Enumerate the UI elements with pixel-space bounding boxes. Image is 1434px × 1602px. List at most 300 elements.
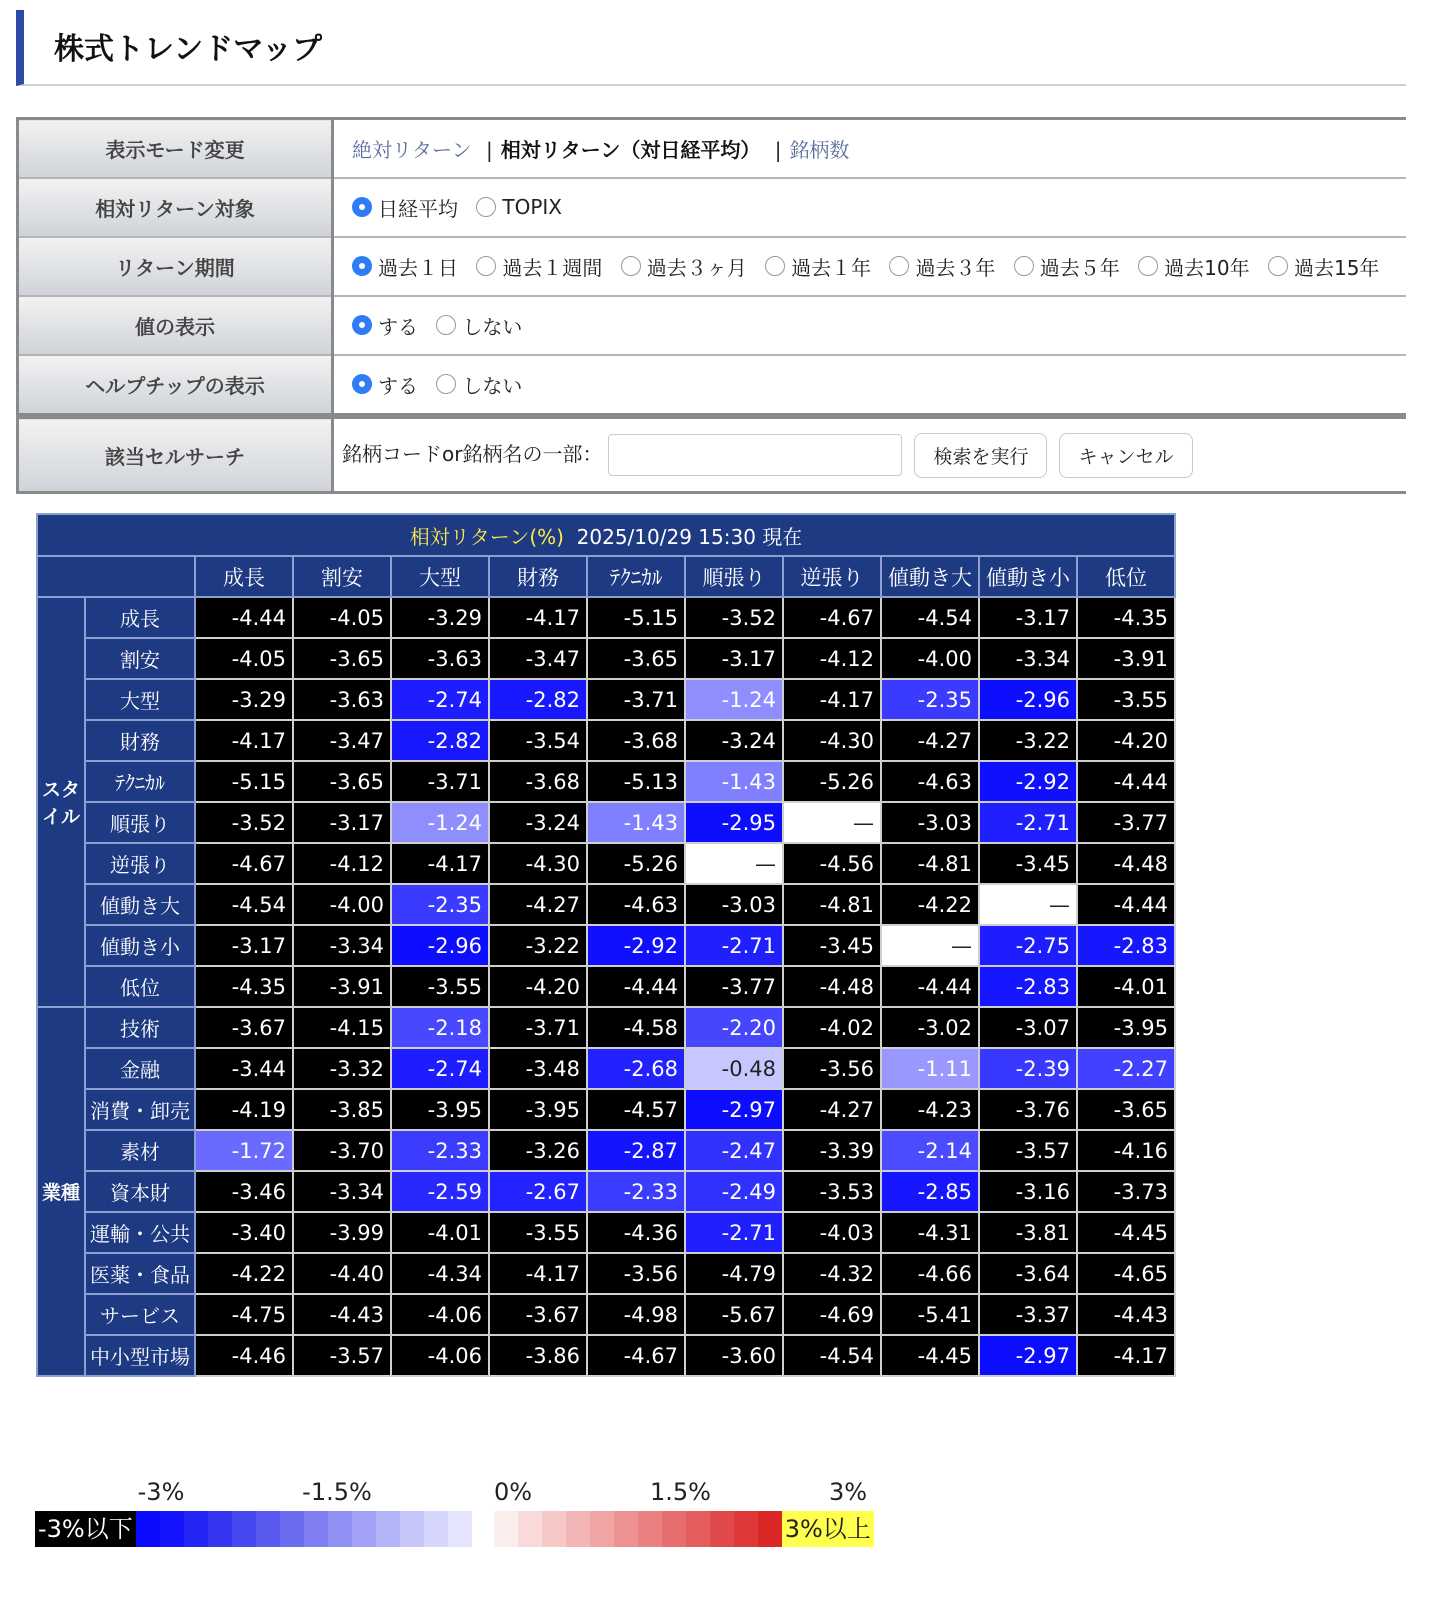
- heatmap-cell[interactable]: -4.22: [195, 1253, 293, 1294]
- row-group-label: スタイル: [37, 597, 85, 1007]
- option-label: する: [378, 373, 418, 398]
- setting-row-values: [18, 296, 1407, 355]
- heatmap-cell[interactable]: -2.49: [685, 1171, 783, 1212]
- heatmap-cell[interactable]: -3.95: [489, 1089, 587, 1130]
- heatmap-cell[interactable]: -2.92: [587, 925, 685, 966]
- heatmap-cell[interactable]: -3.60: [685, 1335, 783, 1376]
- option-label: 過去10年: [1164, 255, 1250, 280]
- heatmap-cell[interactable]: -1.43: [587, 802, 685, 843]
- row-header: 成長: [85, 597, 195, 638]
- heatmap-cell[interactable]: -4.23: [881, 1089, 979, 1130]
- heatmap-cell[interactable]: -2.75: [979, 925, 1077, 966]
- legend-swatch-negative: [232, 1511, 256, 1547]
- heatmap-cell[interactable]: -4.67: [783, 597, 881, 638]
- heatmap-cell[interactable]: -4.81: [881, 843, 979, 884]
- heatmap-cell[interactable]: -3.22: [489, 925, 587, 966]
- option-label: 日経平均: [378, 196, 458, 221]
- mode-label: 表示モード変更: [18, 119, 333, 179]
- heatmap-cell[interactable]: -3.81: [979, 1212, 1077, 1253]
- heatmap-cell[interactable]: -3.24: [489, 802, 587, 843]
- heatmap-cell[interactable]: -2.96: [391, 925, 489, 966]
- heatmap-cell[interactable]: -3.65: [1077, 1089, 1175, 1130]
- heatmap-cell[interactable]: -4.02: [783, 1007, 881, 1048]
- heatmap-cell[interactable]: -4.69: [783, 1294, 881, 1335]
- heatmap-cell[interactable]: -3.57: [293, 1335, 391, 1376]
- heatmap-cell[interactable]: -2.27: [1077, 1048, 1175, 1089]
- tips-options: [333, 355, 1407, 415]
- tips-option-show[interactable]: [352, 370, 418, 399]
- row-header: 順張り: [85, 802, 195, 843]
- column-header: ﾃｸﾆｶﾙ: [587, 556, 685, 597]
- heatmap-cell[interactable]: -3.77: [1077, 802, 1175, 843]
- heatmap-row: [37, 1089, 1175, 1130]
- heatmap-cell[interactable]: -4.12: [783, 638, 881, 679]
- heatmap-cell[interactable]: -2.47: [685, 1130, 783, 1171]
- heatmap-cell[interactable]: -3.29: [391, 597, 489, 638]
- heatmap-cell[interactable]: -4.06: [391, 1294, 489, 1335]
- heatmap-cell[interactable]: -2.92: [979, 761, 1077, 802]
- heatmap-cell[interactable]: -4.01: [391, 1212, 489, 1253]
- heatmap-cell[interactable]: -4.54: [881, 597, 979, 638]
- column-header: 割安: [293, 556, 391, 597]
- legend-swatch-positive: [638, 1511, 662, 1547]
- heatmap-cell[interactable]: -3.52: [195, 802, 293, 843]
- heatmap-cell[interactable]: -4.27: [489, 884, 587, 925]
- heatmap-cell[interactable]: -3.07: [979, 1007, 1077, 1048]
- heatmap-cell[interactable]: -1.11: [881, 1048, 979, 1089]
- heatmap-cell[interactable]: —: [979, 884, 1077, 925]
- heatmap-caption-timestamp: 2025/10/29 15:30 現在: [576, 524, 803, 549]
- heatmap-cell[interactable]: -4.46: [195, 1335, 293, 1376]
- heatmap-cell[interactable]: -2.18: [391, 1007, 489, 1048]
- radio-icon[interactable]: [1014, 256, 1034, 276]
- heatmap-cell[interactable]: —: [685, 843, 783, 884]
- heatmap-cell[interactable]: -3.17: [979, 597, 1077, 638]
- heatmap-cell[interactable]: -3.56: [783, 1048, 881, 1089]
- radio-icon[interactable]: [1268, 256, 1288, 276]
- heatmap-cell[interactable]: -4.00: [881, 638, 979, 679]
- heatmap-cell[interactable]: -2.96: [979, 679, 1077, 720]
- heatmap-cell[interactable]: -4.17: [1077, 1335, 1175, 1376]
- heatmap-row: [37, 597, 1175, 638]
- heatmap-cell[interactable]: -2.35: [881, 679, 979, 720]
- heatmap-cell[interactable]: -4.12: [293, 843, 391, 884]
- option-label: 過去１日: [378, 255, 458, 280]
- heatmap-cell[interactable]: -1.43: [685, 761, 783, 802]
- heatmap-cell[interactable]: -4.19: [195, 1089, 293, 1130]
- values-option-show[interactable]: [352, 311, 418, 340]
- heatmap-cell[interactable]: -3.02: [881, 1007, 979, 1048]
- legend-zero-gap: [472, 1511, 494, 1547]
- row-header: 割安: [85, 638, 195, 679]
- heatmap-cell[interactable]: -2.85: [881, 1171, 979, 1212]
- heatmap-cell[interactable]: -4.17: [783, 679, 881, 720]
- heatmap-cell[interactable]: -3.71: [489, 1007, 587, 1048]
- heatmap-cell[interactable]: -4.34: [391, 1253, 489, 1294]
- heatmap-cell[interactable]: -4.05: [293, 597, 391, 638]
- heatmap-cell[interactable]: -3.71: [391, 761, 489, 802]
- heatmap-cell[interactable]: -4.44: [881, 966, 979, 1007]
- tips-option-hide[interactable]: [436, 370, 522, 399]
- heatmap-cell[interactable]: -4.44: [587, 966, 685, 1007]
- option-label: 過去３年: [915, 255, 996, 280]
- legend-swatch-negative: [208, 1511, 232, 1547]
- heatmap-cell[interactable]: -3.16: [979, 1171, 1077, 1212]
- heatmap-cell[interactable]: -3.76: [979, 1089, 1077, 1130]
- heatmap-cell[interactable]: -3.73: [1077, 1171, 1175, 1212]
- heatmap-cell[interactable]: -4.79: [685, 1253, 783, 1294]
- heatmap-cell[interactable]: -5.15: [587, 597, 685, 638]
- heatmap-cell[interactable]: —: [783, 802, 881, 843]
- heatmap-cell[interactable]: -2.71: [685, 925, 783, 966]
- radio-icon[interactable]: [476, 256, 496, 276]
- heatmap-cell[interactable]: -4.35: [1077, 597, 1175, 638]
- row-group-label: 業種: [37, 1007, 85, 1376]
- heatmap-cell[interactable]: -3.57: [979, 1130, 1077, 1171]
- heatmap-cell[interactable]: -3.34: [293, 1171, 391, 1212]
- column-header: 順張り: [685, 556, 783, 597]
- heatmap-cell[interactable]: —: [881, 925, 979, 966]
- cell-search-panel: [16, 416, 1406, 494]
- legend-swatch-negative: [328, 1511, 352, 1547]
- heatmap-cell[interactable]: -3.68: [587, 720, 685, 761]
- heatmap-cell[interactable]: -4.30: [783, 720, 881, 761]
- heatmap-cell[interactable]: -4.22: [881, 884, 979, 925]
- heatmap-cell[interactable]: -3.63: [293, 679, 391, 720]
- heatmap-cell[interactable]: -2.20: [685, 1007, 783, 1048]
- heatmap-cell[interactable]: -2.35: [391, 884, 489, 925]
- legend-tick-label: -1.5%: [302, 1478, 372, 1506]
- heatmap-cell[interactable]: -3.65: [587, 638, 685, 679]
- heatmap-cell[interactable]: -2.82: [489, 679, 587, 720]
- row-header: 大型: [85, 679, 195, 720]
- heatmap-cell[interactable]: -3.95: [391, 1089, 489, 1130]
- heatmap-cell[interactable]: -3.64: [979, 1253, 1077, 1294]
- heatmap-cell[interactable]: -3.03: [881, 802, 979, 843]
- heatmap-cell[interactable]: -4.44: [1077, 761, 1175, 802]
- period-label: リターン期間: [18, 237, 333, 296]
- heatmap-cell[interactable]: -2.71: [979, 802, 1077, 843]
- heatmap-cell[interactable]: -5.13: [587, 761, 685, 802]
- heatmap-cell[interactable]: -3.67: [489, 1294, 587, 1335]
- heatmap-cell[interactable]: -5.41: [881, 1294, 979, 1335]
- heatmap-cell[interactable]: -3.34: [979, 638, 1077, 679]
- target-option-nikkei[interactable]: [352, 193, 458, 222]
- heatmap-cell[interactable]: -4.36: [587, 1212, 685, 1253]
- legend-swatch-negative: [400, 1511, 424, 1547]
- period-option-1d[interactable]: [352, 252, 458, 281]
- heatmap-cell[interactable]: -4.30: [489, 843, 587, 884]
- heatmap-cell[interactable]: -3.55: [489, 1212, 587, 1253]
- heatmap-cell[interactable]: -1.24: [391, 802, 489, 843]
- heatmap-cell[interactable]: -4.54: [195, 884, 293, 925]
- heatmap-cell[interactable]: -4.43: [1077, 1294, 1175, 1335]
- heatmap-cell[interactable]: -3.17: [293, 802, 391, 843]
- heatmap-caption: [37, 514, 1175, 556]
- heatmap-cell[interactable]: -4.00: [293, 884, 391, 925]
- option-label: 過去５年: [1039, 255, 1120, 280]
- row-header: 中小型市場: [85, 1335, 195, 1376]
- radio-icon[interactable]: [476, 197, 496, 217]
- heatmap-corner: [37, 556, 195, 597]
- heatmap-cell[interactable]: -2.59: [391, 1171, 489, 1212]
- legend-swatch-positive: [710, 1511, 734, 1547]
- heatmap-cell[interactable]: -3.85: [293, 1089, 391, 1130]
- setting-row-target: [18, 178, 1407, 237]
- heatmap-cell[interactable]: -4.03: [783, 1212, 881, 1253]
- heatmap-cell[interactable]: -2.33: [587, 1171, 685, 1212]
- heatmap-caption-row: [37, 514, 1175, 556]
- heatmap-cell[interactable]: -3.71: [587, 679, 685, 720]
- radio-selected-icon[interactable]: [352, 256, 372, 276]
- heatmap-cell[interactable]: -3.54: [489, 720, 587, 761]
- heatmap-cell[interactable]: -2.97: [979, 1335, 1077, 1376]
- heatmap-cell[interactable]: -4.48: [1077, 843, 1175, 884]
- radio-icon[interactable]: [1138, 256, 1158, 276]
- row-header: 逆張り: [85, 843, 195, 884]
- heatmap-cell[interactable]: -4.63: [587, 884, 685, 925]
- heatmap-cell[interactable]: -3.70: [293, 1130, 391, 1171]
- heatmap-cell[interactable]: -4.54: [783, 1335, 881, 1376]
- heatmap-cell[interactable]: -3.56: [587, 1253, 685, 1294]
- legend-swatch-positive: [542, 1511, 566, 1547]
- heatmap-cell[interactable]: -2.14: [881, 1130, 979, 1171]
- heatmap-cell[interactable]: -4.63: [881, 761, 979, 802]
- legend-tick-label: 3%: [828, 1478, 868, 1506]
- heatmap-cell[interactable]: -4.17: [489, 597, 587, 638]
- heatmap-cell[interactable]: -3.39: [783, 1130, 881, 1171]
- heatmap-cell[interactable]: -3.55: [1077, 679, 1175, 720]
- search-row: [18, 418, 1407, 493]
- heatmap-cell[interactable]: -4.67: [195, 843, 293, 884]
- heatmap-cell[interactable]: -4.27: [783, 1089, 881, 1130]
- heatmap-cell[interactable]: -3.68: [489, 761, 587, 802]
- row-header: 運輸・公共: [85, 1212, 195, 1253]
- radio-selected-icon[interactable]: [352, 374, 372, 394]
- target-option-topix[interactable]: [476, 195, 562, 219]
- heatmap-cell[interactable]: -3.99: [293, 1212, 391, 1253]
- heatmap-cell[interactable]: -4.48: [783, 966, 881, 1007]
- radio-icon[interactable]: [765, 256, 785, 276]
- option-label: 過去１週間: [502, 255, 603, 280]
- heatmap-cell[interactable]: -3.65: [293, 638, 391, 679]
- search-label: 該当セルサーチ: [18, 418, 333, 493]
- heatmap-cell[interactable]: -4.31: [881, 1212, 979, 1253]
- heatmap-cell[interactable]: -3.46: [195, 1171, 293, 1212]
- legend-tick-label: 1.5%: [650, 1478, 711, 1506]
- heatmap-cell[interactable]: -3.17: [195, 925, 293, 966]
- values-label: 値の表示: [18, 296, 333, 355]
- row-header: ﾃｸﾆｶﾙ: [85, 761, 195, 802]
- search-input[interactable]: [608, 434, 902, 476]
- search-controls: [333, 418, 1407, 493]
- heatmap-cell[interactable]: -4.40: [293, 1253, 391, 1294]
- heatmap-cell[interactable]: -2.33: [391, 1130, 489, 1171]
- legend-swatch-positive: [686, 1511, 710, 1547]
- heatmap-cell[interactable]: -4.98: [587, 1294, 685, 1335]
- heatmap-cell[interactable]: -4.75: [195, 1294, 293, 1335]
- heatmap-cell[interactable]: -2.67: [489, 1171, 587, 1212]
- heatmap-cell[interactable]: -3.03: [685, 884, 783, 925]
- heatmap-row: [37, 1171, 1175, 1212]
- heatmap-cell[interactable]: -5.67: [685, 1294, 783, 1335]
- heatmap-row: [37, 925, 1175, 966]
- radio-icon[interactable]: [621, 256, 641, 276]
- search-prompt: 銘柄コードor銘柄名の一部：: [342, 441, 603, 466]
- legend-tick-label: -3%: [137, 1478, 185, 1506]
- heatmap-cell[interactable]: -2.83: [979, 966, 1077, 1007]
- column-header: 値動き大: [881, 556, 979, 597]
- heatmap-cell[interactable]: -4.56: [783, 843, 881, 884]
- search-cancel-button[interactable]: キャンセル: [1059, 433, 1192, 478]
- heatmap-cell[interactable]: -4.45: [881, 1335, 979, 1376]
- heatmap-cell[interactable]: -4.20: [1077, 720, 1175, 761]
- heatmap-cell[interactable]: -3.55: [391, 966, 489, 1007]
- radio-selected-icon[interactable]: [352, 197, 372, 217]
- radio-selected-icon[interactable]: [352, 315, 372, 335]
- heatmap-cell[interactable]: -2.83: [1077, 925, 1175, 966]
- heatmap-cell[interactable]: -4.15: [293, 1007, 391, 1048]
- heatmap-cell[interactable]: -3.52: [685, 597, 783, 638]
- heatmap-row: [37, 1130, 1175, 1171]
- heatmap-cell[interactable]: -3.45: [979, 843, 1077, 884]
- heatmap-cell[interactable]: -4.67: [587, 1335, 685, 1376]
- search-submit-button[interactable]: 検索を実行: [914, 433, 1047, 478]
- setting-row-mode: [18, 119, 1407, 179]
- heatmap-cell[interactable]: -3.22: [979, 720, 1077, 761]
- radio-icon[interactable]: [889, 256, 909, 276]
- heatmap-cell[interactable]: -3.65: [293, 761, 391, 802]
- row-header: 消費・卸売: [85, 1089, 195, 1130]
- heatmap-cell[interactable]: -2.95: [685, 802, 783, 843]
- heatmap-cell[interactable]: -4.81: [783, 884, 881, 925]
- heatmap-cell[interactable]: -4.43: [293, 1294, 391, 1335]
- legend-swatch-negative: [352, 1511, 376, 1547]
- legend-swatch-negative: [184, 1511, 208, 1547]
- heatmap-cell[interactable]: -4.44: [1077, 884, 1175, 925]
- heatmap-cell[interactable]: -2.39: [979, 1048, 1077, 1089]
- heatmap-cell[interactable]: -2.82: [391, 720, 489, 761]
- heatmap-cell[interactable]: -4.45: [1077, 1212, 1175, 1253]
- heatmap-cell[interactable]: -4.44: [195, 597, 293, 638]
- heatmap-cell[interactable]: -3.45: [783, 925, 881, 966]
- heatmap-cell[interactable]: -4.35: [195, 966, 293, 1007]
- column-header: 逆張り: [783, 556, 881, 597]
- row-header: 技術: [85, 1007, 195, 1048]
- mode-links: [333, 119, 1407, 179]
- heatmap-cell[interactable]: -3.40: [195, 1212, 293, 1253]
- heatmap-cell[interactable]: -0.48: [685, 1048, 783, 1089]
- absolute-return-link[interactable]: 絶対リターン: [352, 138, 472, 162]
- row-header: 低位: [85, 966, 195, 1007]
- heatmap-row: [37, 802, 1175, 843]
- heatmap-cell[interactable]: -3.91: [293, 966, 391, 1007]
- option-label: 過去１年: [791, 255, 872, 280]
- radio-icon[interactable]: [436, 315, 456, 335]
- heatmap-cell[interactable]: -4.17: [391, 843, 489, 884]
- heatmap-cell[interactable]: -4.05: [195, 638, 293, 679]
- heatmap-cell[interactable]: -4.66: [881, 1253, 979, 1294]
- heatmap-cell[interactable]: -4.58: [587, 1007, 685, 1048]
- heatmap-cell[interactable]: -3.32: [293, 1048, 391, 1089]
- heatmap-cell[interactable]: -3.34: [293, 925, 391, 966]
- heatmap-cell[interactable]: -4.16: [1077, 1130, 1175, 1171]
- heatmap-cell[interactable]: -2.74: [391, 679, 489, 720]
- period-option-10y[interactable]: [1138, 252, 1249, 281]
- heatmap-cell[interactable]: -3.53: [783, 1171, 881, 1212]
- heatmap-cell[interactable]: -3.48: [489, 1048, 587, 1089]
- heatmap-row: [37, 1294, 1175, 1335]
- heatmap-cell[interactable]: -3.63: [391, 638, 489, 679]
- heatmap-cell[interactable]: -4.01: [1077, 966, 1175, 1007]
- heatmap-cell[interactable]: -3.67: [195, 1007, 293, 1048]
- heatmap-cell[interactable]: -3.29: [195, 679, 293, 720]
- heatmap-cell[interactable]: -3.17: [685, 638, 783, 679]
- heatmap-cell[interactable]: -3.44: [195, 1048, 293, 1089]
- heatmap-row: [37, 966, 1175, 1007]
- legend-swatch-positive: [614, 1511, 638, 1547]
- row-header: 素材: [85, 1130, 195, 1171]
- heatmap-cell[interactable]: -4.65: [1077, 1253, 1175, 1294]
- heatmap-cell[interactable]: -2.74: [391, 1048, 489, 1089]
- page-title: 株式トレンドマップ: [54, 32, 323, 67]
- heatmap-cell[interactable]: -4.17: [489, 1253, 587, 1294]
- heatmap-cell[interactable]: -3.95: [1077, 1007, 1175, 1048]
- heatmap-cell[interactable]: -4.32: [783, 1253, 881, 1294]
- legend-swatch-positive: [758, 1511, 782, 1547]
- heatmap-row: [37, 1212, 1175, 1253]
- heatmap-cell[interactable]: -3.26: [489, 1130, 587, 1171]
- heatmap-cell[interactable]: -5.15: [195, 761, 293, 802]
- heatmap-row: [37, 1253, 1175, 1294]
- heatmap-cell[interactable]: -2.68: [587, 1048, 685, 1089]
- heatmap-cell[interactable]: -2.97: [685, 1089, 783, 1130]
- trend-heatmap: [36, 513, 1176, 1377]
- column-header: 大型: [391, 556, 489, 597]
- heatmap-cell[interactable]: -3.47: [293, 720, 391, 761]
- period-option-5y[interactable]: [1014, 252, 1120, 281]
- heatmap-cell[interactable]: -2.87: [587, 1130, 685, 1171]
- color-legend: [35, 1511, 874, 1547]
- period-option-1y[interactable]: [765, 252, 871, 281]
- period-option-3m[interactable]: [621, 252, 747, 281]
- heatmap-cell[interactable]: -4.27: [881, 720, 979, 761]
- setting-row-period: [18, 237, 1407, 296]
- radio-icon[interactable]: [436, 374, 456, 394]
- heatmap-cell[interactable]: -3.91: [1077, 638, 1175, 679]
- heatmap-cell[interactable]: -4.06: [391, 1335, 489, 1376]
- heatmap-cell[interactable]: -1.24: [685, 679, 783, 720]
- heatmap-cell[interactable]: -3.47: [489, 638, 587, 679]
- heatmap-cell[interactable]: -4.17: [195, 720, 293, 761]
- heatmap-cell[interactable]: -3.86: [489, 1335, 587, 1376]
- heatmap-cell[interactable]: -3.77: [685, 966, 783, 1007]
- stock-count-link[interactable]: 銘柄数: [789, 138, 850, 162]
- period-option-15y[interactable]: [1268, 252, 1379, 281]
- heatmap-cell[interactable]: -3.37: [979, 1294, 1077, 1335]
- heatmap-cell[interactable]: -5.26: [783, 761, 881, 802]
- heatmap-cell[interactable]: -2.71: [685, 1212, 783, 1253]
- heatmap-cell[interactable]: -5.26: [587, 843, 685, 884]
- values-option-hide[interactable]: [436, 311, 522, 340]
- heatmap-cell[interactable]: -4.57: [587, 1089, 685, 1130]
- legend-swatch-positive: [566, 1511, 590, 1547]
- period-option-1w[interactable]: [476, 252, 602, 281]
- heatmap-cell[interactable]: -1.72: [195, 1130, 293, 1171]
- period-option-3y[interactable]: [889, 252, 995, 281]
- heatmap-cell[interactable]: -4.20: [489, 966, 587, 1007]
- heatmap-cell[interactable]: -3.24: [685, 720, 783, 761]
